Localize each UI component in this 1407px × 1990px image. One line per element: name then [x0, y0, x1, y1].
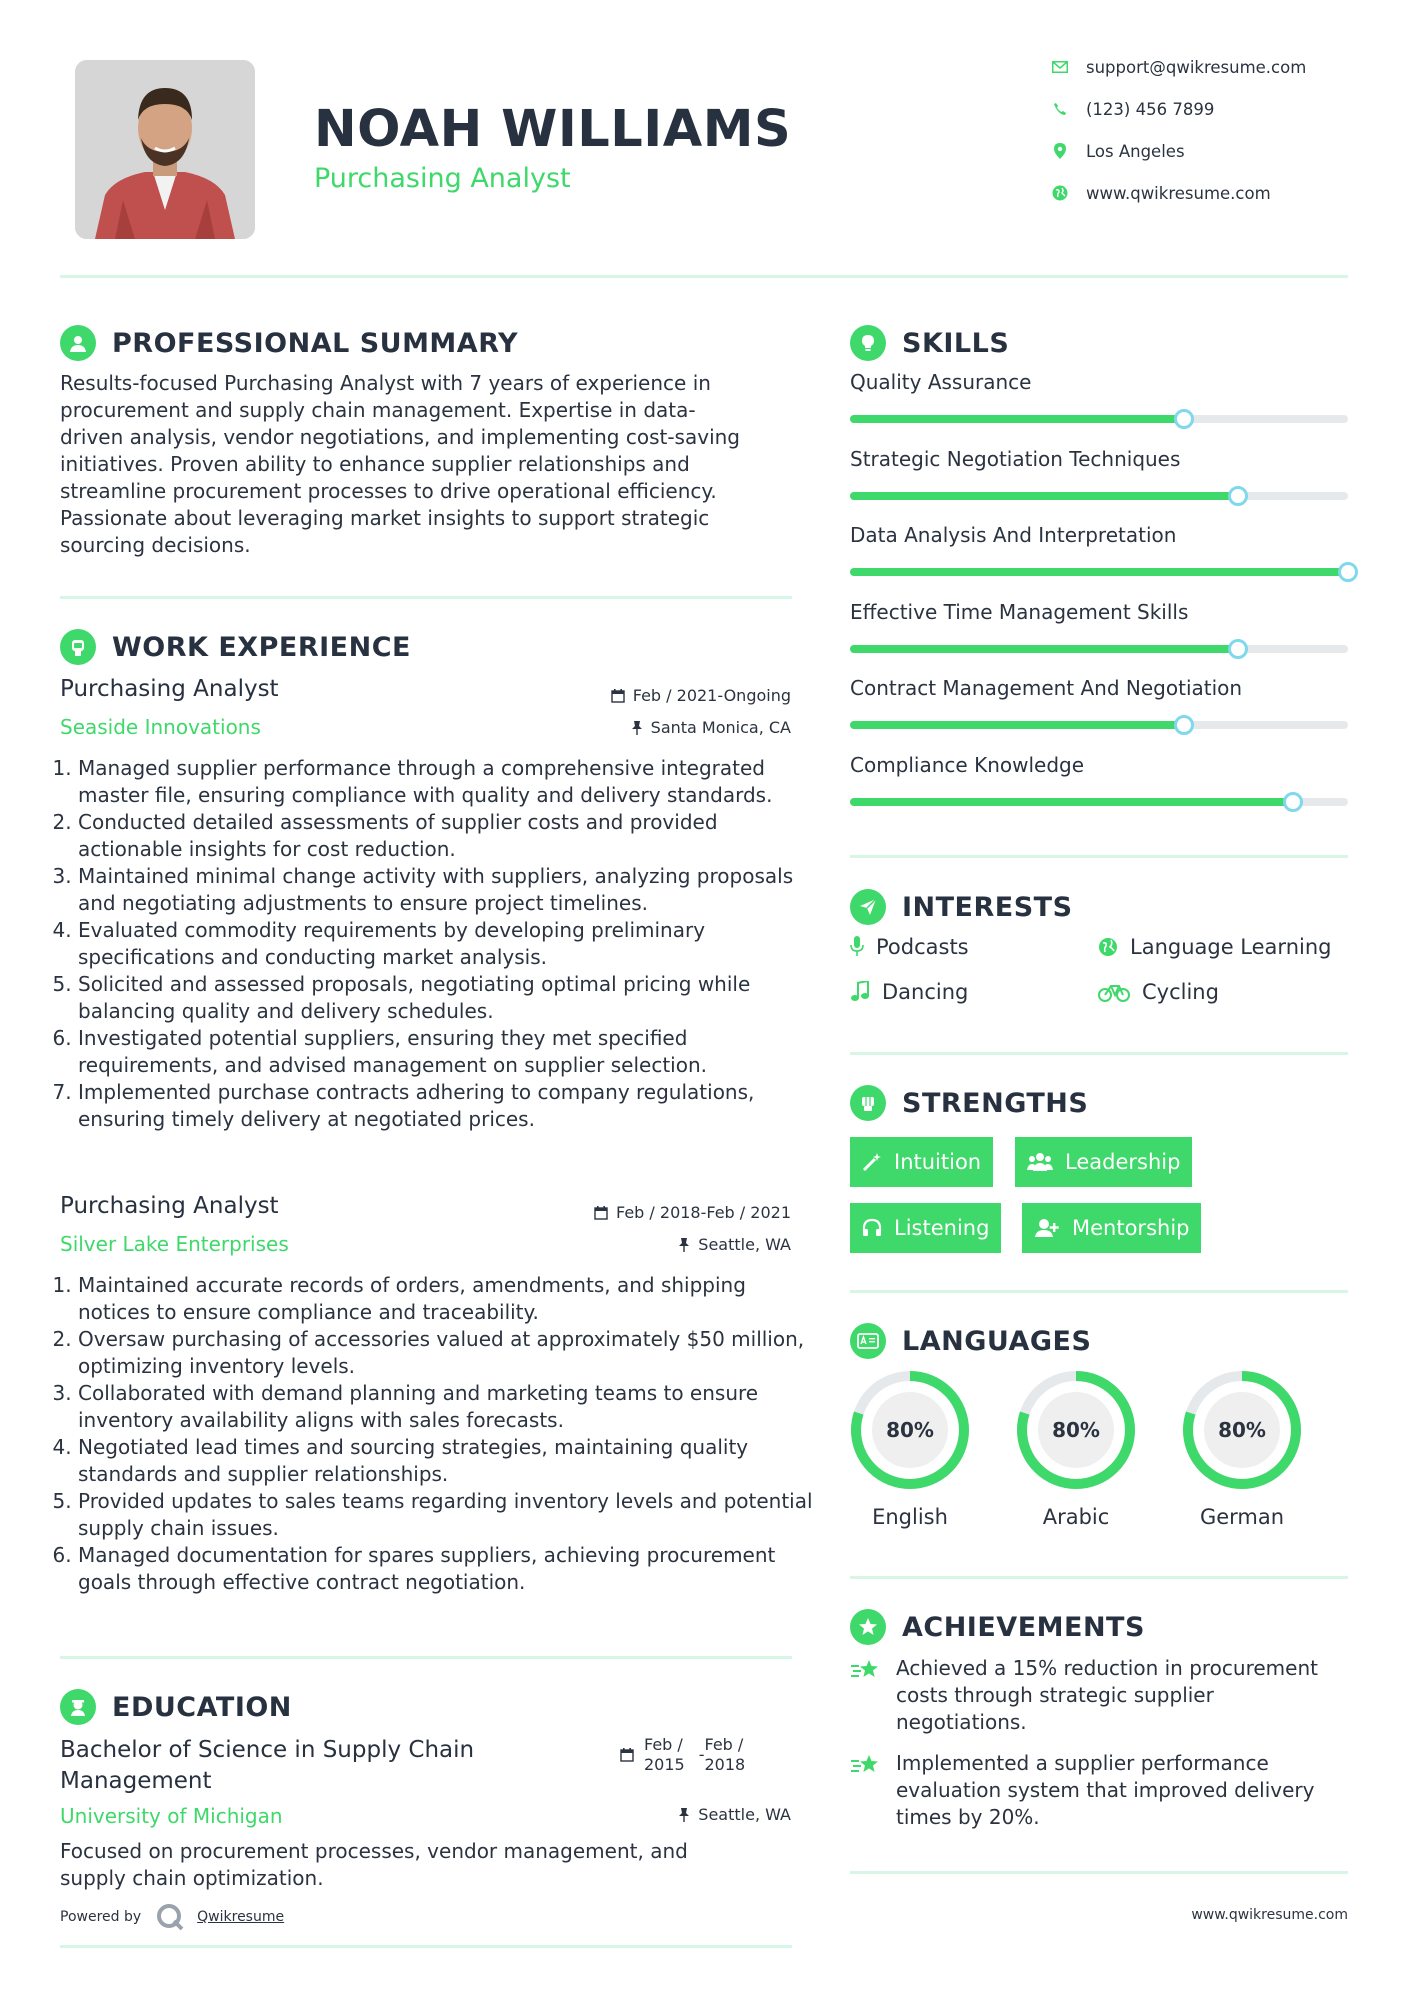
list-item: 5. Solicited and assessed proposals, negotiating optimal pricing while balancing quality and delivery schedules.	[78, 971, 814, 1025]
job-location-text: Santa Monica, CA	[650, 718, 791, 737]
job-dates-text: Feb / 2021-Ongoing	[632, 686, 791, 705]
languages-heading-text: LANGUAGES	[902, 1325, 1092, 1357]
achievement-line: Achieved a 15% reduction in procurement	[896, 1656, 1318, 1680]
degree-title	[60, 1735, 474, 1797]
contact-website[interactable]	[1050, 183, 1271, 203]
user-icon	[60, 325, 96, 361]
skill-bar-fill	[850, 721, 1184, 729]
lightbulb-icon	[850, 325, 886, 361]
strength-label: Leadership	[1065, 1150, 1181, 1174]
list-item: 5. Provided updates to sales teams regarding inventory levels and potential supply chain issues.	[78, 1488, 814, 1542]
language-ring	[1177, 1365, 1307, 1495]
achievement-line: times by 20%.	[896, 1805, 1040, 1829]
map-pin-icon	[1050, 141, 1070, 161]
summary-line: initiatives. Proven ability to enhance supplier relationships and	[60, 452, 690, 476]
summary-text	[60, 370, 800, 559]
education-heading	[60, 1689, 292, 1725]
skills-heading-text: SKILLS	[902, 327, 1010, 359]
interest-item	[1098, 935, 1331, 959]
interest-label: Cycling	[1142, 980, 1219, 1004]
education-end-year: 2018	[704, 1755, 746, 1774]
skill-level-handle	[1283, 792, 1303, 812]
interests-heading	[850, 889, 1073, 925]
star-badge-icon	[850, 1609, 886, 1645]
interest-item	[1098, 980, 1219, 1004]
education-dates	[620, 1735, 745, 1775]
calendar-icon	[620, 1748, 634, 1762]
languages-divider	[850, 1576, 1348, 1579]
header-divider	[60, 275, 1348, 278]
paper-plane-icon	[850, 889, 886, 925]
user-plus-icon	[1034, 1218, 1060, 1238]
list-item: 6. Managed documentation for spares suppliers, achieving procurement goals through effective contract negotiation.	[78, 1542, 814, 1596]
skill-bar-fill	[850, 568, 1348, 576]
list-item: 6. Investigated potential suppliers, ensuring they met specified requirements, and advised management on supplier selection.	[78, 1025, 814, 1079]
music-note-icon	[850, 981, 870, 1003]
language-icon	[850, 1323, 886, 1359]
education-location-text: Seattle, WA	[698, 1805, 791, 1824]
job-bullets	[60, 755, 814, 1133]
language-percent: 80%	[1218, 1418, 1266, 1442]
strengths-heading-text: STRENGTHS	[902, 1087, 1089, 1119]
briefcase-icon	[60, 629, 96, 665]
skill-bar-track	[850, 645, 1348, 653]
pushpin-icon	[631, 721, 643, 735]
skill-bar-track	[850, 568, 1348, 576]
job-location-text: Seattle, WA	[698, 1235, 791, 1254]
envelope-icon	[1050, 57, 1070, 77]
skill-bar-track	[850, 721, 1348, 729]
list-item: 2. Oversaw purchasing of accessories valued at approximately $50 million, optimizing inventory levels.	[78, 1326, 814, 1380]
skill-level-handle	[1228, 639, 1248, 659]
education-desc-line: supply chain optimization.	[60, 1866, 324, 1890]
skill-label: Contract Management And Negotiation	[850, 676, 1243, 700]
footer-website[interactable]: www.qwikresume.com	[1191, 1907, 1348, 1923]
strength-chip	[850, 1203, 1001, 1253]
pushpin-icon	[678, 1238, 690, 1252]
contact-email-text: support@qwikresume.com	[1086, 57, 1307, 77]
contact-email[interactable]	[1050, 57, 1306, 77]
skill-level-handle	[1174, 409, 1194, 429]
strength-chip	[1022, 1203, 1201, 1253]
job-bullets	[60, 1272, 814, 1596]
interest-item	[850, 935, 969, 959]
qwikresume-link[interactable]: Qwikresume	[197, 1909, 285, 1925]
job-company: Seaside Innovations	[60, 715, 261, 739]
strength-chip	[1015, 1137, 1192, 1187]
skill-label: Compliance Knowledge	[850, 752, 1085, 777]
summary-line: Passionate about leveraging market insights to support strategic	[60, 506, 710, 530]
job-company: Silver Lake Enterprises	[60, 1232, 289, 1256]
interest-label: Dancing	[882, 980, 969, 1004]
education-start	[644, 1735, 685, 1775]
list-item: 7. Implemented purchase contracts adhering to company regulations, ensuring timely delivery at negotiated prices.	[78, 1079, 814, 1133]
candidate-name: NOAH WILLIAMS	[314, 100, 792, 159]
skills-divider	[850, 855, 1348, 858]
education-date-dash: -	[698, 1745, 705, 1764]
skill-level-handle	[1338, 562, 1358, 582]
achievement-line: evaluation system that improved delivery	[896, 1778, 1315, 1802]
achievement-text	[896, 1750, 1314, 1831]
summary-heading-text: PROFESSIONAL SUMMARY	[112, 327, 519, 359]
flying-star-icon	[850, 1657, 882, 1683]
achievements-divider	[850, 1871, 1348, 1874]
skill-bar-track	[850, 415, 1348, 423]
skills-heading	[850, 325, 1009, 361]
education-end-month: Feb /	[704, 1735, 744, 1754]
bicycle-icon	[1098, 982, 1130, 1002]
interest-label: Podcasts	[876, 935, 969, 959]
skill-bar-fill	[850, 645, 1238, 653]
education-start-month: Feb /	[644, 1735, 683, 1754]
skill-bar-fill	[850, 798, 1293, 806]
contact-location-text: Los Angeles	[1086, 141, 1185, 161]
skill-bar-fill	[850, 415, 1184, 423]
experience-heading-text: WORK EXPERIENCE	[112, 631, 411, 663]
strengths-heading	[850, 1085, 1088, 1121]
skill-label: Quality Assurance	[850, 370, 1032, 394]
job-dates-text: Feb / 2018-Feb / 2021	[616, 1203, 791, 1222]
language-name: English	[872, 1505, 948, 1529]
degree-line: Management	[60, 1768, 212, 1794]
phone-icon	[1050, 99, 1070, 119]
skill-level-handle	[1174, 715, 1194, 735]
job-title: Purchasing Analyst	[60, 1193, 279, 1219]
summary-line: Results-focused Purchasing Analyst with 7 years of experience in	[60, 371, 711, 395]
education-location	[678, 1805, 791, 1824]
education-start-year: 2015	[644, 1755, 685, 1774]
degree-line: Bachelor of Science in Supply Chain	[60, 1737, 475, 1763]
qwikresume-logo-icon	[155, 1902, 185, 1932]
achievement-item	[850, 1750, 1350, 1831]
education-desc-line: Focused on procurement processes, vendor management, and	[60, 1839, 688, 1863]
skill-bar-fill	[850, 492, 1238, 500]
language-percent: 80%	[886, 1418, 934, 1442]
contact-website-text: www.qwikresume.com	[1086, 183, 1271, 203]
fist-icon	[850, 1085, 886, 1121]
contact-location	[1050, 141, 1185, 161]
language-percent: 80%	[1052, 1418, 1100, 1442]
job-location	[678, 1235, 791, 1254]
contact-phone[interactable]	[1050, 99, 1214, 119]
users-icon	[1027, 1152, 1053, 1172]
language-name: German	[1199, 1505, 1285, 1529]
achievement-line: costs through strategic supplier	[896, 1683, 1214, 1707]
powered-by-text: Powered by	[60, 1909, 142, 1925]
skill-label: Data Analysis And Interpretation	[850, 523, 1177, 547]
skill-level-handle	[1228, 486, 1248, 506]
calendar-icon	[594, 1206, 608, 1220]
job-dates	[594, 1203, 791, 1222]
interests-heading-text: INTERESTS	[902, 891, 1073, 923]
strength-label: Listening	[894, 1216, 990, 1240]
education-heading-text: EDUCATION	[112, 1691, 292, 1723]
summary-line: sourcing decisions.	[60, 533, 251, 557]
summary-line: procurement and supply chain management. Expertise in data-	[60, 398, 696, 422]
achievement-line: negotiations.	[896, 1710, 1027, 1734]
languages-heading	[850, 1323, 1091, 1359]
summary-divider	[60, 596, 792, 599]
contact-phone-text: (123) 456 7899	[1086, 99, 1215, 119]
experience-heading	[60, 629, 411, 665]
interest-item	[850, 980, 968, 1004]
school-name: University of Michigan	[60, 1804, 283, 1828]
skill-bar-track	[850, 798, 1348, 806]
experience-divider	[60, 1656, 792, 1659]
skill-label: Strategic Negotiation Techniques	[850, 446, 1181, 471]
language-name: Arabic	[1042, 1505, 1110, 1529]
magic-wand-icon	[862, 1152, 882, 1172]
strength-label: Intuition	[894, 1150, 982, 1174]
list-item: 3. Collaborated with demand planning and marketing teams to ensure inventory availability aligns with sales forecasts.	[78, 1380, 814, 1434]
strengths-divider	[850, 1290, 1348, 1293]
summary-line: streamline procurement processes to drive operational efficiency.	[60, 479, 717, 503]
list-item: 2. Conducted detailed assessments of supplier costs and provided actionable insights for cost reduction.	[78, 809, 814, 863]
achievement-line: Implemented a supplier performance	[896, 1751, 1269, 1775]
strength-chip	[850, 1137, 993, 1187]
list-item: 4. Negotiated lead times and sourcing strategies, maintaining quality standards and supplier relationships.	[78, 1434, 814, 1488]
summary-line: driven analysis, vendor negotiations, and implementing cost-saving	[60, 425, 740, 449]
skill-label: Effective Time Management Skills	[850, 599, 1189, 624]
achievement-text	[896, 1655, 1318, 1736]
footer-divider	[60, 1945, 792, 1948]
interest-label: Language Learning	[1130, 935, 1332, 959]
calendar-icon	[611, 689, 625, 703]
list-item: 1. Maintained accurate records of orders, amendments, and shipping notices to ensure compliance and traceability.	[78, 1272, 814, 1326]
strength-label: Mentorship	[1072, 1216, 1190, 1240]
graduation-icon	[60, 1689, 96, 1725]
education-description	[60, 1838, 800, 1892]
language-ring	[1011, 1365, 1141, 1495]
job-dates	[611, 686, 791, 705]
interests-divider	[850, 1052, 1348, 1055]
achievements-heading-text: ACHIEVEMENTS	[902, 1611, 1145, 1643]
globe-icon	[1098, 937, 1118, 957]
powered-by	[60, 1902, 284, 1932]
summary-heading	[60, 325, 518, 361]
profile-photo	[75, 60, 255, 239]
skill-bar-track	[850, 492, 1348, 500]
candidate-title: Purchasing Analyst	[314, 163, 571, 194]
list-item: 3. Maintained minimal change activity with suppliers, analyzing proposals and negotiating adjustments to ensure project timelines.	[78, 863, 814, 917]
globe-icon	[1050, 183, 1070, 203]
list-item: 4. Evaluated commodity requirements by developing preliminary specifications and conducting market analysis.	[78, 917, 814, 971]
headphones-icon	[862, 1218, 882, 1238]
achievement-item	[850, 1655, 1350, 1736]
microphone-icon	[850, 936, 864, 958]
flying-star-icon	[850, 1752, 882, 1778]
education-end	[699, 1735, 746, 1775]
job-title: Purchasing Analyst	[60, 676, 279, 702]
achievements-heading	[850, 1609, 1145, 1645]
list-item: 1. Managed supplier performance through a comprehensive integrated master file, ensuring compliance with quality and delivery standards.	[78, 755, 814, 809]
job-location	[631, 718, 791, 737]
pushpin-icon	[678, 1808, 690, 1822]
language-ring	[845, 1365, 975, 1495]
